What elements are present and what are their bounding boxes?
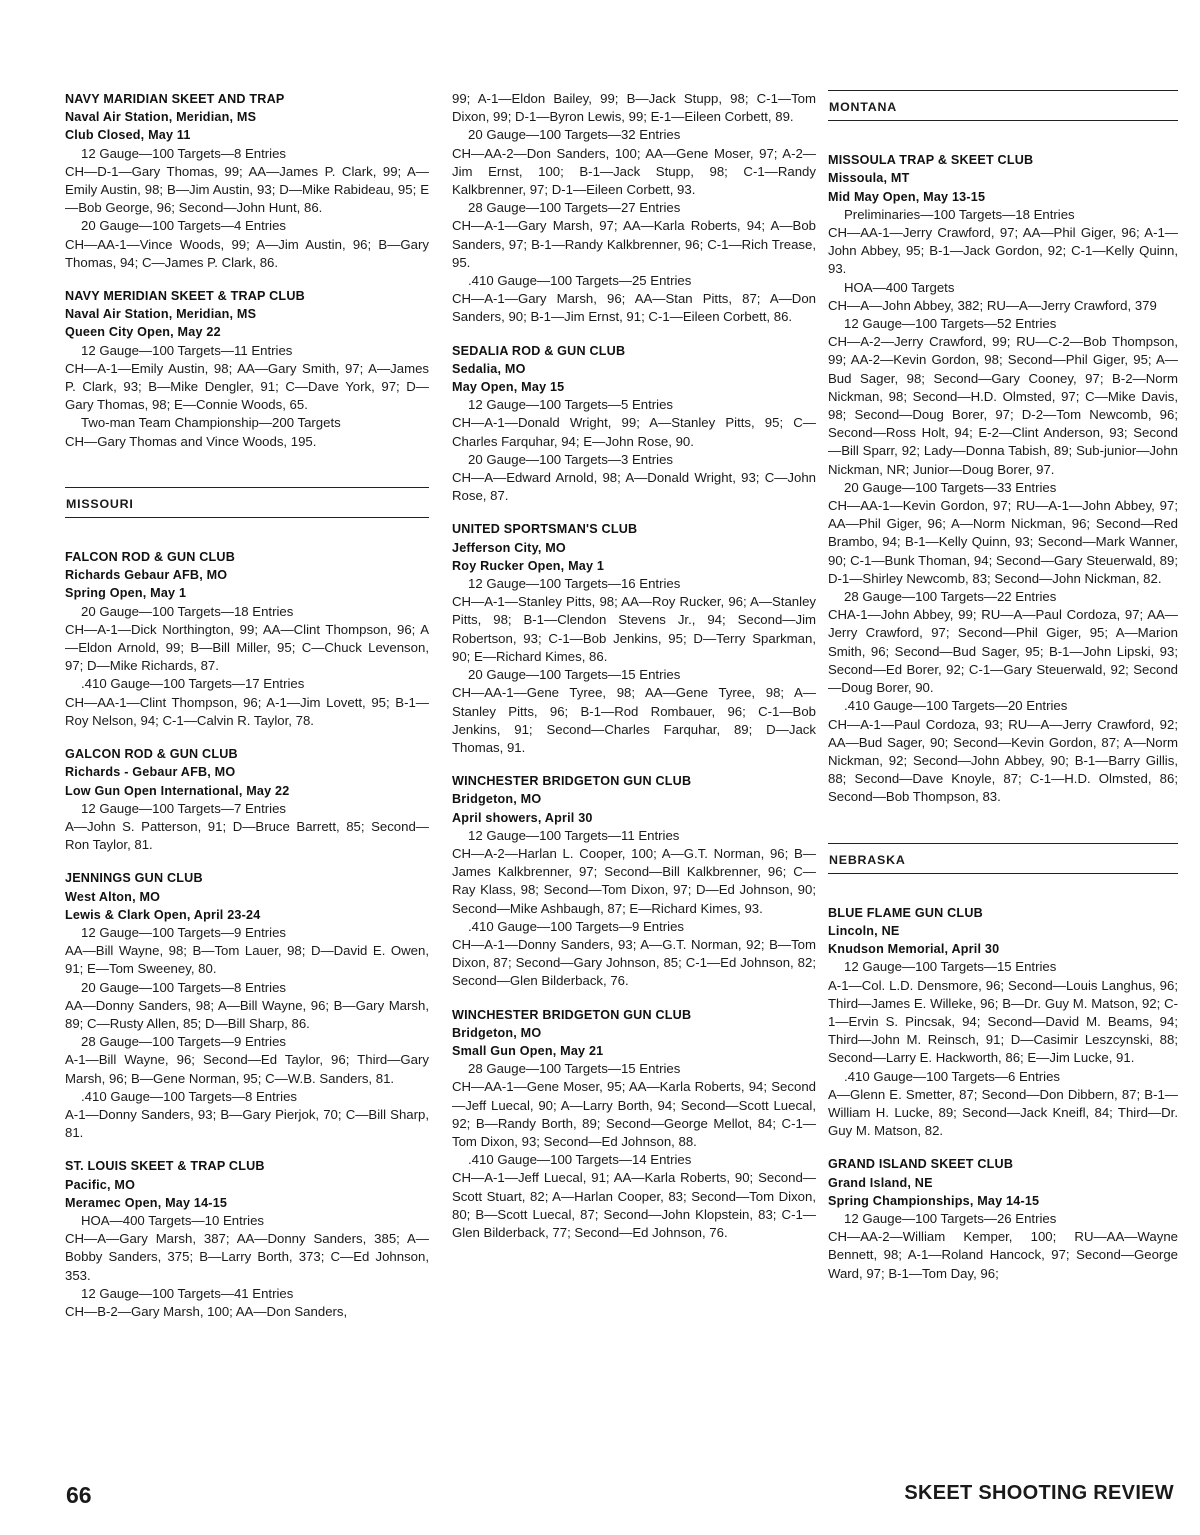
club-name: WINCHESTER BRIDGETON GUN CLUB [452,774,692,789]
club-name: GRAND ISLAND SKEET CLUB [828,1157,1014,1172]
event-results: CH—A-2—Harlan L. Cooper, 100; A—G.T. Norman, 96; B—James Kalkbrenner, 97; Second—Bill Kalkbrenner, 96; C—Ray Klass, 98; Second—Tom Dixon, 97; D—Ed Johnson, 90; Second—Mike Ashbaugh, 87; E—Richard Kimes, 93. [452,845,816,916]
event-results: AA—Bill Wayne, 98; B—Tom Lauer, 98; D—David E. Owen, 91; E—Tom Sweeney, 80. [65,943,429,977]
event-results: A-1—Donny Sanders, 93; B—Gary Pierjok, 70; C—Bill Sharp, 81. [65,1106,429,1141]
event-heading: 28 Gauge—100 Targets—9 Entries [81,1034,287,1050]
event-results: CH—AA-1—Gene Moser, 95; AA—Karla Roberts, 94; Second—Jeff Luecal, 90; A—Larry Borth, 94; Second—Scott Luecal, 92; B—Randy Borth, 89; Second—George Mellot, 84; C-1—Tom Dixon, 93; Second—Ed Johnson, 88. [452,1079,816,1149]
event-results: CHA-1—John Abbey, 99; RU—A—Paul Cordoza, 97; AA—Jerry Crawford, 97; Second—Phil Giger, 95; A—Marion Smith, 96; Second—Bud Sager, 95; B-1—John Lipski, 93; Second—Ed Borer, 92; C-1—Gary Steuerwald, 92; Second—Doug Borer, 90. [828,607,1178,696]
shoot-title: Knudson Memorial, April 30 [828,942,1000,957]
club-name: JENNINGS GUN CLUB [65,871,203,886]
event-heading: 12 Gauge—100 Targets—52 Entries [844,316,1057,332]
event-results: CH—AA-2—Don Sanders, 100; AA—Gene Moser, 97; A-2—Jim Ernst, 100; B-1—Jack Stupp, 98; C-1—Randy Kalkbrenner, 97; D-1—Eileen Corbett, 93. [452,145,816,198]
shoot-title: Lewis & Clark Open, April 23-24 [65,907,261,922]
club-name: UNITED SPORTSMAN'S CLUB [452,522,638,537]
event-results: CH—D-1—Gary Thomas, 99; AA—James P. Clark, 99; A—Emily Austin, 98; B—Jim Austin, 93; D—Mike Rabideau, 95; E—Bob George, 96; Second—John Hunt, 86. [65,163,429,216]
club-entry [65,869,429,1142]
event-heading: 12 Gauge—100 Targets—11 Entries [468,827,680,843]
event-results: CH—A-1—Dick Northington, 99; AA—Clint Thompson, 96; A—Eldon Arnold, 99; B—Bill Miller, 95; C—Chuck Levenson, 97; D—Mike Richards, 87. [65,621,429,674]
event-results: CH—AA-1—Kevin Gordon, 97; RU—A-1—John Abbey, 97; AA—Phil Giger, 96; A—Norm Nickman, 96; Second—Red Brambo, 94; B-1—Kelly Quinn, 93; Second—Mark Wanner, 90; C-1—Bunk Thoman, 94; Second—Gary Steuerwald, 89; D-1—Shirley Newcomb, 83; Second—John Nickman, 82. [828,498,1178,586]
event-results: CH—B-2—Gary Marsh, 100; AA—Don Sanders, [65,1303,348,1319]
event-results: CH—AA-1—Jerry Crawford, 97; AA—Phil Giger, 96; A-1—John Abbey, 95; B-1—Jack Gordon, 92; C-1—Kelly Quinn, 93. [828,225,1178,277]
event-results: CH—A-1—Stanley Pitts, 98; AA—Roy Rucker, 96; A—Stanley Pitts, 98; B-1—Clendon Stevens Jr., 94; Second—Jim Robertson, 93; C-1—Bob Jenkins, 95; D—Terry Sparkman, 90; E—Richard Kimes, 86. [452,594,816,664]
event-heading: 12 Gauge—100 Targets—7 Entries [81,800,287,816]
column-left [65,90,429,1336]
event-results: CH—AA-2—William Kemper, 100; RU—AA—Wayne Bennett, 98; A-1—Roland Hancock, 97; Second—George Ward, 97; B-1—Tom Day, 96; [828,1229,1178,1281]
club-location: Sedalia, MO [452,361,526,376]
club-entry [828,904,1178,1141]
event-heading: .410 Gauge—100 Targets—8 Entries [81,1088,298,1104]
club-location: Jefferson City, MO [452,540,566,555]
event-heading: 20 Gauge—100 Targets—15 Entries [468,667,681,683]
event-heading: .410 Gauge—100 Targets—6 Entries [844,1068,1061,1084]
club-name: WINCHESTER BRIDGETON GUN CLUB [452,1007,692,1022]
club-entry [452,342,816,506]
event-heading: 12 Gauge—100 Targets—16 Entries [468,576,681,592]
event-results: AA—Donny Sanders, 98; A—Bill Wayne, 96; B—Gary Marsh, 89; C—Rusty Allen, 85; D—Bill Sharp, 86. [65,997,429,1031]
event-heading: HOA—400 Targets [844,279,955,295]
shoot-title: Mid May Open, May 13-15 [828,189,986,204]
club-name: ST. LOUIS SKEET & TRAP CLUB [65,1159,265,1174]
event-results: CH—A—Edward Arnold, 98; A—Donald Wright, 93; C—John Rose, 87. [452,470,816,504]
club-entry [65,1157,429,1321]
event-heading: 20 Gauge—100 Targets—4 Entries [81,218,287,234]
event-heading: .410 Gauge—100 Targets—14 Entries [468,1152,692,1168]
club-name: FALCON ROD & GUN CLUB [65,550,236,565]
event-heading: 28 Gauge—100 Targets—15 Entries [468,1061,681,1077]
club-location: Grand Island, NE [828,1175,933,1190]
shoot-title: April showers, April 30 [452,810,593,825]
event-heading: HOA—400 Targets—10 Entries [81,1212,265,1228]
club-entry [828,1155,1178,1282]
event-heading: 12 Gauge—100 Targets—15 Entries [844,959,1057,975]
event-results: A-1—Bill Wayne, 96; Second—Ed Taylor, 96; Third—Gary Marsh, 96; B—Gene Norman, 95; C—W.B. Sanders, 81. [65,1052,429,1086]
shoot-title: Roy Rucker Open, May 1 [452,558,605,573]
event-results: CH—A-1—Donny Sanders, 93; A—G.T. Norman, 92; B—Tom Dixon, 87; Second—Gary Johnson, 85; C-1—Ed Johnson, 82; Second—Glen Bilderback, 76. [452,936,816,989]
event-results: CH—A-2—Jerry Crawford, 99; RU—C-2—Bob Thompson, 99; AA-2—Kevin Gordon, 98; Second—Phil Giger, 95; A—Bud Sager, 98; Second—Gary Cooney, 97; B-2—Norm Nickman, 98; Second—H.D. Olmsted, 97; C—Mike Davis, 98; Second—Doug Borer, 97; D-2—Tom Newcomb, 96; Second—Ross Holt, 94; E-2—Clint Anderson, 93; Second—Bill Sparr, 92; Lady—Donna Tabish, 89; Sub-junior—John Nickman, NR; Junior—Doug Borer, 97. [828,334,1178,477]
club-name: NAVY MERIDIAN SKEET & TRAP CLUB [65,289,305,304]
club-entry [452,772,816,990]
event-heading: 12 Gauge—100 Targets—8 Entries [81,145,287,161]
event-results: A-1—Col. L.D. Densmore, 96; Second—Louis Langhus, 96; Third—James E. Willeke, 96; B—Dr. Guy M. Matson, 92; C-1—Ervin S. Pincsak, 94; Second—David M. Beams, 94; Third—John M. Reinsch, 91; D—Casimir Leszcynski, 88; Second—Larry E. Hackworth, 86; E—Jim Lucke, 91. [828,977,1178,1066]
club-location: West Alton, MO [65,889,161,904]
state-heading: MISSOURI [65,487,429,518]
results-continued [452,90,816,327]
event-heading: .410 Gauge—100 Targets—9 Entries [468,918,685,934]
event-heading: 28 Gauge—100 Targets—22 Entries [844,589,1057,605]
event-heading: 12 Gauge—100 Targets—11 Entries [81,342,293,358]
event-heading: 20 Gauge—100 Targets—32 Entries [468,127,681,143]
event-heading: .410 Gauge—100 Targets—25 Entries [468,273,692,289]
event-heading: Preliminaries—100 Targets—18 Entries [844,206,1075,222]
event-heading: 20 Gauge—100 Targets—8 Entries [81,979,287,995]
club-entry [828,151,1178,806]
event-results: CH—A-1—Donald Wright, 99; A—Stanley Pitts, 95; C—Charles Farquhar, 94; E—John Rose, 90. [452,415,816,449]
event-heading: Two-man Team Championship—200 Targets [81,415,341,431]
club-location: Bridgeton, MO [452,1025,542,1040]
club-entry [452,520,816,757]
event-heading: 20 Gauge—100 Targets—33 Entries [844,479,1057,495]
event-results: 99; A-1—Eldon Bailey, 99; B—Jack Stupp, 98; C-1—Tom Dixon, 99; D-1—Byron Lewis, 99; E-1—Eileen Corbett, 89. [452,91,816,125]
club-name: MISSOULA TRAP & SKEET CLUB [828,153,1034,168]
club-name: SEDALIA ROD & GUN CLUB [452,343,626,358]
magazine-title: SKEET SHOOTING REVIEW [904,1482,1174,1504]
club-location: Richards Gebaur AFB, MO [65,568,228,583]
club-name: NAVY MARIDIAN SKEET AND TRAP [65,92,285,106]
event-results: CH—A-1—Paul Cordoza, 93; RU—A—Jerry Crawford, 92; AA—Bud Sager, 90; Second—Kevin Gordon, 87; A—Norm Nickman, 92; Second—John Abbey, 90; B-1—Barry Gillis, 88; Second—Dave Knoyle, 87; C-1—H.D. Olmsted, 86; Second—Bob Thompson, 83. [828,716,1178,805]
club-entry [65,745,429,854]
event-heading: .410 Gauge—100 Targets—20 Entries [844,698,1068,714]
event-results: A—Glenn E. Smetter, 87; Second—Don Dibbern, 87; B-1—William H. Lucke, 89; Second—Jack Kneifl, 84; Third—Dr. Guy M. Matson, 82. [828,1086,1178,1139]
shoot-title: Spring Open, May 1 [65,586,187,601]
column-middle [452,90,816,1257]
club-entry [65,287,429,451]
club-location: Lincoln, NE [828,923,900,938]
event-results: CH—A—John Abbey, 382; RU—A—Jerry Crawford, 379 [828,297,1157,313]
club-entry [452,1006,816,1243]
club-name: GALCON ROD & GUN CLUB [65,747,238,762]
club-location: Naval Air Station, Meridian, MS [65,110,257,125]
event-heading: 12 Gauge—100 Targets—41 Entries [81,1285,294,1301]
shoot-title: Small Gun Open, May 21 [452,1043,604,1058]
state-heading: MONTANA [828,90,1178,121]
event-heading: 28 Gauge—100 Targets—27 Entries [468,200,681,216]
event-results: CH—A-1—Jeff Luecal, 91; AA—Karla Roberts, 90; Second—Scott Stuart, 82; A—Harlan Cooper, 83; Second—Tom Dixon, 80; B—Scott Luecal, 87; Second—John Klopstein, 83; C-1—Glen Bilderback, 77; Second—Ed Johnson, 76. [452,1170,816,1240]
club-name: BLUE FLAME GUN CLUB [828,905,983,920]
shoot-title: Queen City Open, May 22 [65,325,221,340]
shoot-title: Club Closed, May 11 [65,128,191,143]
club-location: Bridgeton, MO [452,792,542,807]
shoot-title: Meramec Open, May 14-15 [65,1195,228,1210]
event-results: CH—A-1—Gary Marsh, 97; AA—Karla Roberts, 94; A—Bob Sanders, 97; B-1—Randy Kalkbrenner, 96; C-1—Rich Trease, 95. [452,218,816,270]
event-results: CH—Gary Thomas and Vince Woods, 195. [65,433,317,449]
event-heading: 12 Gauge—100 Targets—9 Entries [81,924,287,940]
shoot-title: Spring Championships, May 14-15 [828,1193,1040,1208]
club-location: Richards - Gebaur AFB, MO [65,765,236,780]
club-entry [65,548,429,730]
event-results: CH—A-1—Emily Austin, 98; AA—Gary Smith, 97; A—James P. Clark, 93; B—Mike Dengler, 91; C—Dave York, 97; D—Gary Thomas, 98; E—Connie Woods, 65. [65,360,429,413]
event-results: A—John S. Patterson, 91; D—Bruce Barrett, 85; Second—Ron Taylor, 81. [65,818,429,853]
event-results: CH—A-1—Gary Marsh, 96; AA—Stan Pitts, 87; A—Don Sanders, 90; B-1—Jim Ernst, 91; C-1—Eileen Corbett, 86. [452,291,816,325]
event-heading: 12 Gauge—100 Targets—5 Entries [468,397,674,413]
club-location: Pacific, MO [65,1177,136,1192]
club-location: Missoula, MT [828,171,910,186]
club-entry [65,90,429,272]
event-results: CH—AA-1—Clint Thompson, 96; A-1—Jim Lovett, 95; B-1—Roy Nelson, 94; C-1—Calvin R. Taylor, 78. [65,694,429,728]
state-heading: NEBRASKA [828,843,1178,874]
event-results: CH—AA-1—Gene Tyree, 98; AA—Gene Tyree, 98; A—Stanley Pitts, 96; B-1—Rod Rombauer, 96; C-1—Bob Jenkins, 91; Second—Charles Farquhar, 89; D—Jack Thomas, 91. [452,685,816,755]
event-heading: 20 Gauge—100 Targets—3 Entries [468,451,674,467]
shoot-title: Low Gun Open International, May 22 [65,783,290,798]
column-right [828,90,1178,1298]
event-results: CH—AA-1—Vince Woods, 99; A—Jim Austin, 96; B—Gary Thomas, 94; C—James P. Clark, 86. [65,236,429,270]
event-results: CH—A—Gary Marsh, 387; AA—Donny Sanders, 385; A—Bobby Sanders, 375; B—Larry Borth, 373; C—Ed Johnson, 353. [65,1231,429,1283]
page-number: 66 [66,1482,92,1508]
event-heading: 20 Gauge—100 Targets—18 Entries [81,603,294,619]
event-heading: 12 Gauge—100 Targets—26 Entries [844,1210,1057,1226]
club-location: Naval Air Station, Meridian, MS [65,307,257,322]
event-heading: .410 Gauge—100 Targets—17 Entries [81,676,305,692]
shoot-title: May Open, May 15 [452,380,565,395]
